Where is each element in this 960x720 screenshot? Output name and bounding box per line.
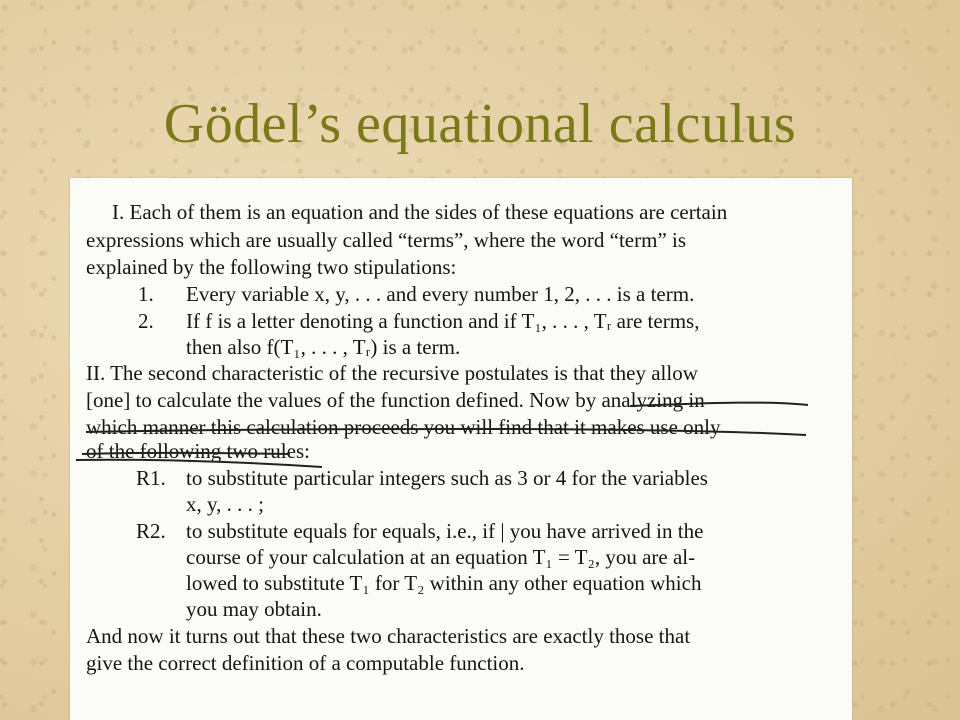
rule-r2-number: R2. [136,519,166,543]
rule-r2-line-3: lowed to substitute T₁ for T₂ within any other equation which [186,571,702,595]
section-1-line-2: expressions which are usually called “terms”, where the word “term” is [86,228,687,252]
slide-title: Gödel’s equational calculus [163,93,797,155]
conclusion-line-2: give the correct definition of a computable function. [86,651,525,675]
conclusion-line-1: And now it turns out that these two characteristics are exactly those that [86,624,691,648]
scanned-text [70,178,852,720]
rule-r1-line-1: to substitute particular integers such as 3 or 4 for the variables [186,466,708,490]
rule-r2-line-4: you may obtain. [186,597,322,621]
item-1-line-1: Every variable x, y, . . . and every number 1, 2, . . . is a term. [186,282,695,306]
section-1-line-1: I. Each of them is an equation and the sides of these equations are certain [112,200,728,224]
rule-r2-line-2: course of your calculation at an equation T₁ = T₂, you are al- [186,545,696,569]
scanned-page [70,178,852,720]
rule-r1-number: R1. [136,466,166,490]
rule-r2-line-1: to substitute equals for equals, i.e., if | you have arrived in the [186,519,704,543]
section-2-line-2: [one] to calculate the values of the function defined. Now by analyzing in [86,388,705,412]
section-2-line-3: which manner this calculation proceeds you will find that it makes use only [86,415,721,439]
item-2-line-1: If f is a letter denoting a function and if T₁, . . . , Tᵣ are terms, [186,309,700,333]
item-1-number: 1. [138,282,154,306]
section-2-line-1: II. The second characteristic of the recursive postulates is that they allow [86,361,698,385]
item-2-line-2: then also f(T₁, . . . , Tᵣ) is a term. [186,335,461,359]
section-1-line-3: explained by the following two stipulations: [86,255,457,279]
item-2-number: 2. [138,309,154,333]
rule-r1-line-2: x, y, . . . ; [186,492,264,516]
section-2-line-4: of the following two rules: [86,439,310,463]
